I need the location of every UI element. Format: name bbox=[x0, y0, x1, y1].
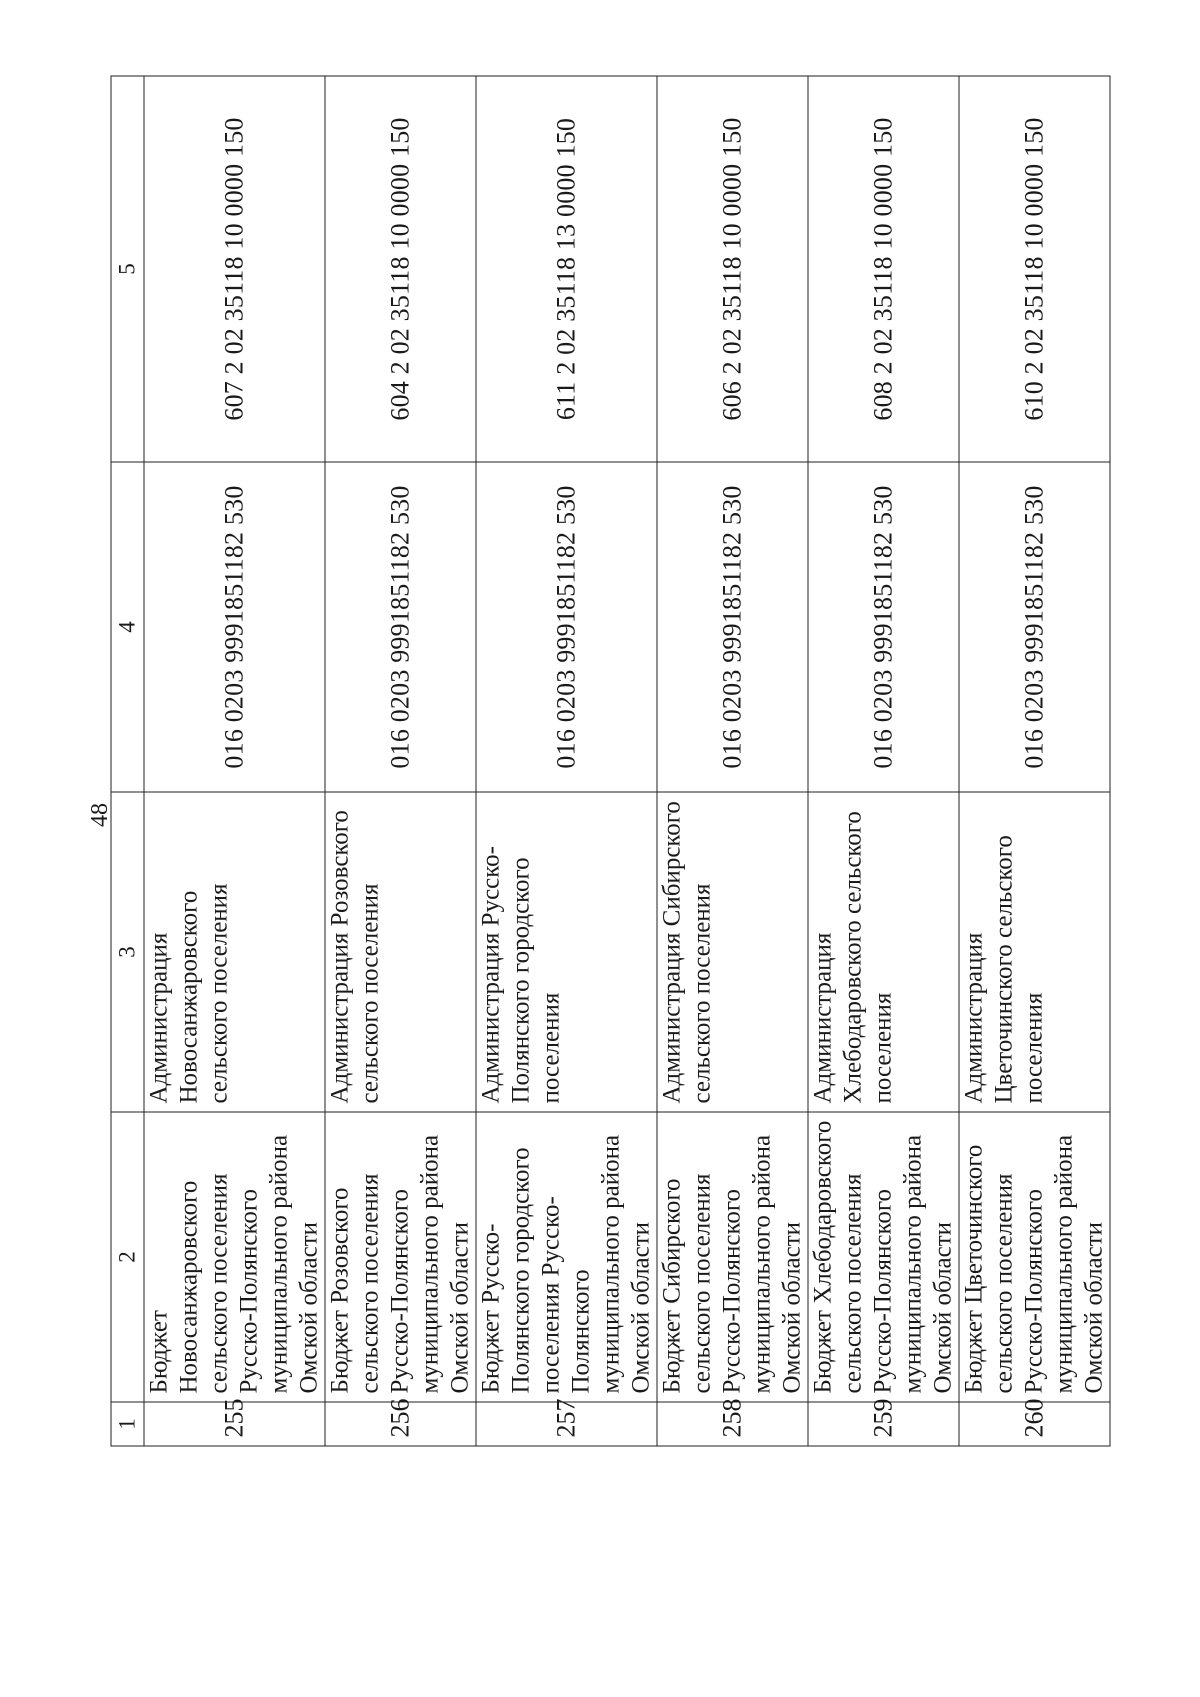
income-code: 610 2 02 35118 10 0000 150 bbox=[959, 76, 1110, 462]
header-col-2: 2 bbox=[111, 1112, 144, 1402]
rotated-table-frame bbox=[111, 77, 1108, 1447]
income-code: 604 2 02 35118 10 0000 150 bbox=[325, 76, 476, 462]
row-number: 259 bbox=[808, 1402, 959, 1446]
budget-name: Бюджет Новосанжаровского сельского поселения Русско-Полянского муниципального района Омской области bbox=[144, 1112, 325, 1402]
table-row bbox=[657, 76, 808, 1446]
header-row bbox=[111, 76, 144, 1446]
budget-name: Бюджет Хлебодаровского сельского поселения Русско-Полянского муниципального района Омской области bbox=[808, 1112, 959, 1402]
header-col-4: 4 bbox=[111, 462, 144, 792]
table-row bbox=[959, 76, 1110, 1446]
expense-code: 016 0203 9991851182 530 bbox=[144, 462, 325, 792]
income-code: 611 2 02 35118 13 0000 150 bbox=[476, 76, 657, 462]
expense-code: 016 0203 9991851182 530 bbox=[657, 462, 808, 792]
header-col-1: 1 bbox=[111, 1402, 144, 1446]
income-code: 608 2 02 35118 10 0000 150 bbox=[808, 76, 959, 462]
table-container bbox=[110, 77, 1108, 1447]
administrator-name: Администрация Новосанжаровского сельского поселения bbox=[144, 792, 325, 1112]
table-row bbox=[144, 76, 325, 1446]
table-row bbox=[325, 76, 476, 1446]
expense-code: 016 0203 9991851182 530 bbox=[325, 462, 476, 792]
row-number: 260 bbox=[959, 1402, 1110, 1446]
budget-name: Бюджет Цветочинского сельского поселения Русско-Полянского муниципального района Омской области bbox=[959, 1112, 1110, 1402]
header-col-3: 3 bbox=[111, 792, 144, 1112]
budget-table bbox=[111, 76, 1111, 1447]
table-row bbox=[476, 76, 657, 1446]
page-number: 48 bbox=[87, 803, 113, 827]
budget-name: Бюджет Сибирского сельского поселения Русско-Полянского муниципального района Омской области bbox=[657, 1112, 808, 1402]
expense-code: 016 0203 9991851182 530 bbox=[476, 462, 657, 792]
budget-name: Бюджет Русско-Полянского городского поселения Русско-Полянского муниципального района Омской области bbox=[476, 1112, 657, 1402]
row-number: 255 bbox=[144, 1402, 325, 1446]
income-code: 607 2 02 35118 10 0000 150 bbox=[144, 76, 325, 462]
expense-code: 016 0203 9991851182 530 bbox=[808, 462, 959, 792]
header-col-5: 5 bbox=[111, 76, 144, 462]
administrator-name: Администрация Сибирского сельского поселения bbox=[657, 792, 808, 1112]
administrator-name: Администрация Цветочинского сельского поселения bbox=[959, 792, 1110, 1112]
row-number: 258 bbox=[657, 1402, 808, 1446]
row-number: 257 bbox=[476, 1402, 657, 1446]
income-code: 606 2 02 35118 10 0000 150 bbox=[657, 76, 808, 462]
administrator-name: Администрация Хлебодаровского сельского поселения bbox=[808, 792, 959, 1112]
administrator-name: Администрация Розовского сельского поселения bbox=[325, 792, 476, 1112]
expense-code: 016 0203 9991851182 530 bbox=[959, 462, 1110, 792]
administrator-name: Администрация Русско-Полянского городского поселения bbox=[476, 792, 657, 1112]
row-number: 256 bbox=[325, 1402, 476, 1446]
table-row bbox=[808, 76, 959, 1446]
budget-name: Бюджет Розовского сельского поселения Русско-Полянского муниципального района Омской области bbox=[325, 1112, 476, 1402]
